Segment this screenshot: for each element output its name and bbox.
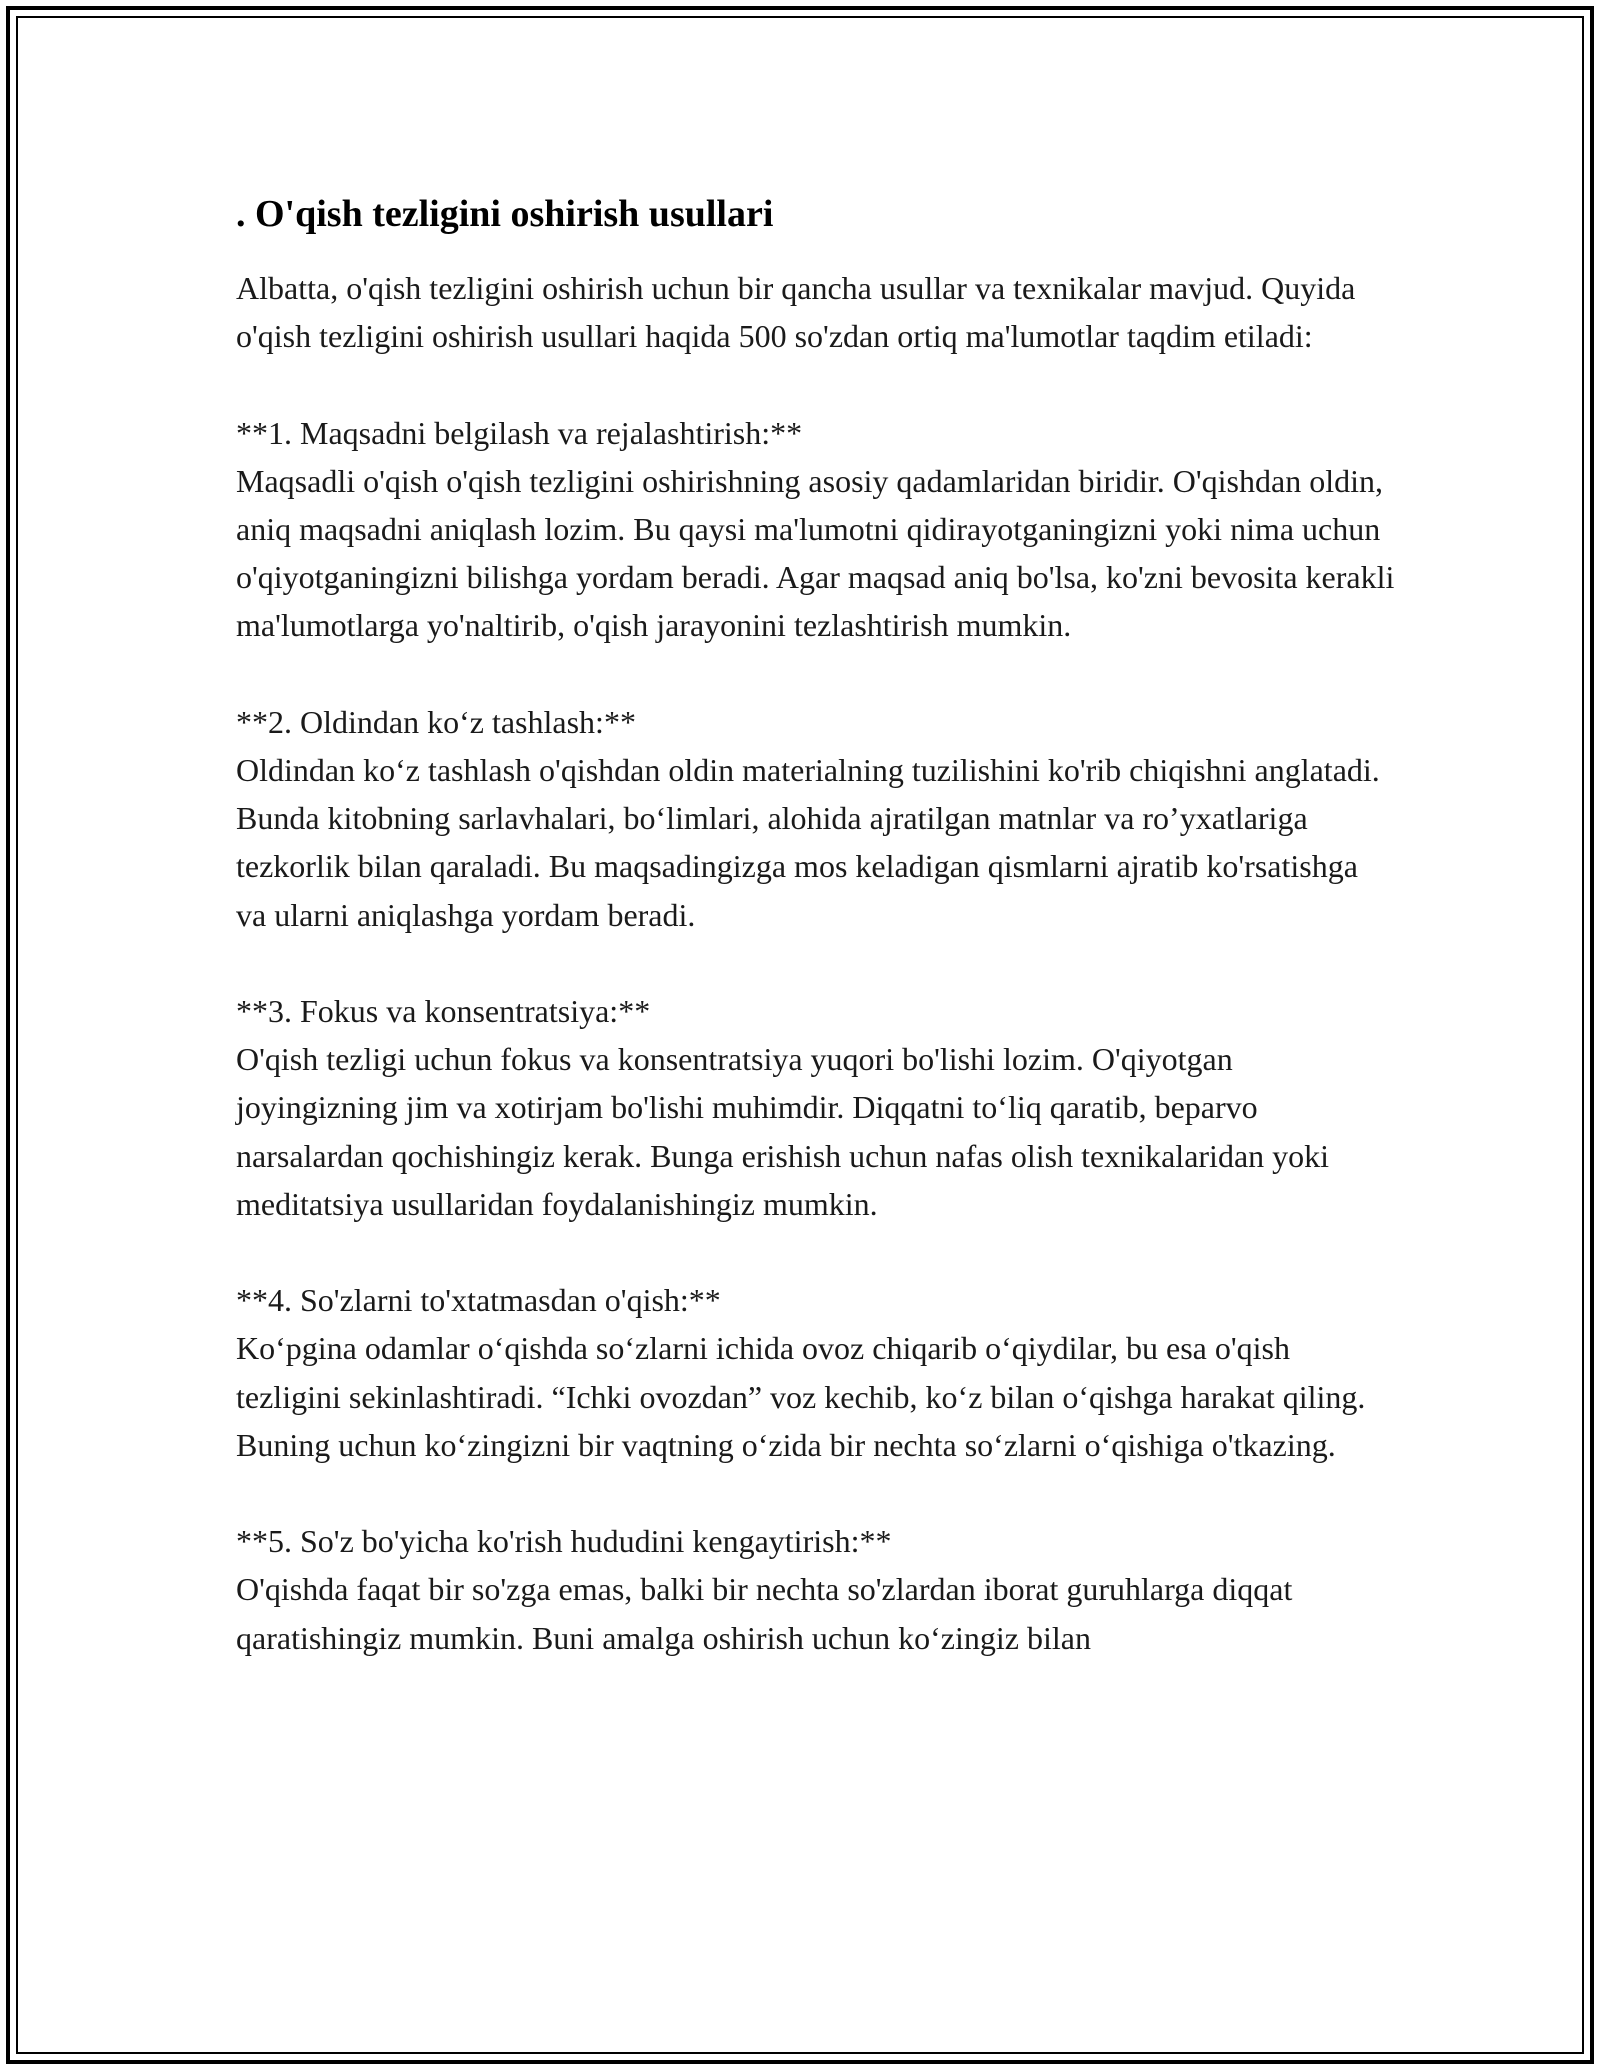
- section-1: [236, 409, 1396, 650]
- section-body: Ko‘pgina odamlar o‘qishda so‘zlarni ichida ovoz chiqarib o‘qiydilar, bu esa o'qish tezligini sekinlashtiradi. “Ichki ovozdan” voz kechib, ko‘z bilan o‘qishga harakat qiling. Buning uchun ko‘zingizni bir vaqtning o‘zida bir nechta so‘zlarni o‘qishiga o'tkazing.: [236, 1330, 1366, 1463]
- section-2: [236, 698, 1396, 939]
- section-body: O'qish tezligi uchun fokus va konsentratsiya yuqori bo'lishi lozim. O'qiyotgan joyingizning jim va xotirjam bo'lishi muhimdir. Diqqatni to‘liq qaratib, beparvo narsalardan qochishingiz kerak. Bunga erishish uchun nafas olish texnikalaridan yoki meditatsiya usullaridan foydalanishingiz mumkin.: [236, 1041, 1330, 1222]
- document-title: . O'qish tezligini oshirish usullari: [236, 193, 774, 235]
- section-heading: **2. Oldindan ko‘z tashlash:**: [236, 703, 636, 740]
- section-body: O'qishda faqat bir so'zga emas, balki bir nechta so'zlardan iborat guruhlarga diqqat qaratishingiz mumkin. Buni amalga oshirish uchun ko‘zingiz bilan: [236, 1571, 1293, 1656]
- section-heading: **5. So'z bo'yicha ko'rish hududini kengaytirish:**: [236, 1523, 892, 1560]
- section-heading: **1. Maqsadni belgilash va rejalashtirish:**: [236, 414, 803, 451]
- section-4: [236, 1276, 1396, 1469]
- section-body: Oldindan ko‘z tashlash o'qishdan oldin materialning tuzilishini ko'rib chiqishni anglatadi. Bunda kitobning sarlavhalari, bo‘limlari, alohida ajratilgan matnlar va ro’yxatlariga tezkorlik bilan qaraladi. Bu maqsadingizga mos keladigan qismlarni ajratib ko'rsatishga va ularni aniqlashga yordam beradi.: [236, 752, 1380, 933]
- section-heading: **4. So'zlarni to'xtatmasdan o'qish:**: [236, 1282, 721, 1319]
- section-3: [236, 987, 1396, 1228]
- document-page: [236, 180, 1396, 1662]
- section-body: Maqsadli o'qish o'qish tezligini oshirishning asosiy qadamlaridan biridir. O'qishdan oldin, aniq maqsadni aniqlash lozim. Bu qaysi ma'lumotni qidirayotganingizni yoki nima uchun o'qiyotganingizni bilishga yordam beradi. Agar maqsad aniq bo'lsa, ko'zni bevosita kerakli ma'lumotlarga yo'naltirib, o'qish jarayonini tezlashtirish mumkin.: [236, 462, 1395, 644]
- intro-paragraph: Albatta, o'qish tezligini oshirish uchun bir qancha usullar va texnikalar mavjud. Quyida o'qish tezligini oshirish usullari haqida 500 so'zdan ortiq ma'lumotlar taqdim etiladi:: [236, 270, 1356, 355]
- section-5: [236, 1517, 1396, 1662]
- section-heading: **3. Fokus va konsentratsiya:**: [236, 993, 651, 1029]
